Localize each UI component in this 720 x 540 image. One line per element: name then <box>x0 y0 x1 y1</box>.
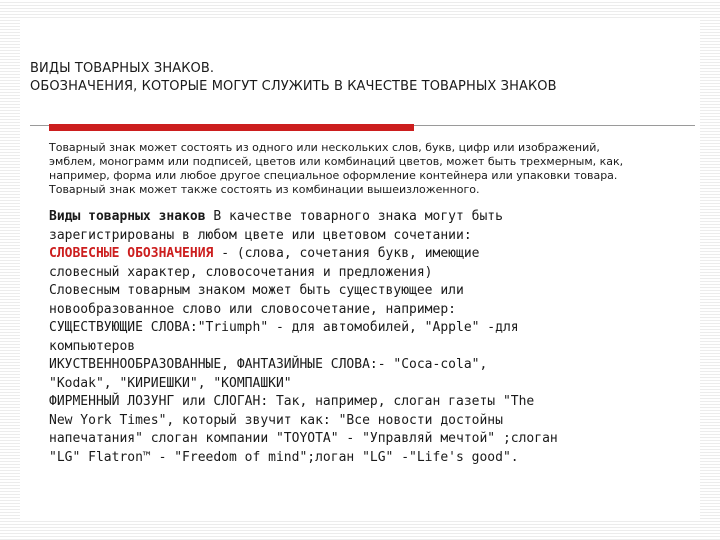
body-line: новообразованное слово или словосочетание, например: <box>49 301 456 317</box>
verbal-text: - (слова, сочетания букв, имеющие <box>213 246 480 261</box>
types-line-2: зарегистрированы в любом цвете или цветовом сочетании: <box>49 227 472 243</box>
body-line: Словесным товарным знаком может быть существующее или <box>49 283 464 298</box>
types-heading: Виды товарных знаков <box>49 209 206 224</box>
slide-title <box>30 60 690 96</box>
types-text: В качестве товарного знака могут быть <box>205 209 503 224</box>
intro-line: эмблем, монограмм или подписей, цветов или комбинаций цветов, может быть трехмерным, как, <box>49 155 624 168</box>
verbal-line <box>49 245 694 264</box>
intro-line: Товарный знак может также состоять из комбинации вышеизложенного. <box>49 183 480 196</box>
intro-line: Товарный знак может состоять из одного или нескольких слов, букв, цифр или изображений, <box>49 141 600 154</box>
intro-line: например, форма или любое другое специальное оформление контейнера или упаковки товара. <box>49 169 618 182</box>
body-line: СУЩЕСТВУЮЩИЕ СЛОВА:"Triumph" - для автомобилей, "Apple" -для <box>49 320 519 335</box>
body-line: компьютеров <box>49 338 136 354</box>
intro-paragraph <box>49 141 694 197</box>
body-line: ФИРМЕННЫЙ ЛОЗУНГ или СЛОГАН: Так, например, слоган газеты "The <box>49 394 535 409</box>
body-line: напечатания" слоган компании "TOYOTA" - "Управляй мечтой" ;слоган <box>49 431 558 446</box>
body-line: "LG" Flatron™ - "Freedom of mind";логан "LG" -"Life's good". <box>49 449 519 465</box>
title-line-1: ВИДЫ ТОВАРНЫХ ЗНАКОВ. <box>30 61 215 76</box>
title-accent-bar <box>49 124 414 131</box>
body-line: New York Times", который звучит как: "Все новости достойны <box>49 412 503 428</box>
title-line-2: ОБОЗНАЧЕНИЯ, КОТОРЫЕ МОГУТ СЛУЖИТЬ В КАЧЕСТВЕ ТОВАРНЫХ ЗНАКОВ <box>30 79 557 94</box>
body-line: словесный характер, словосочетания и предложения) <box>49 264 433 280</box>
body-line: ИКУСТВЕННООБРАЗОВАННЫЕ, ФАНТАЗИЙНЫЕ СЛОВА:- "Coca-cola", <box>49 357 488 372</box>
main-text <box>49 208 694 467</box>
body-line: "Kodak", "КИРИЕШКИ", "КОМПАШКИ" <box>49 375 292 391</box>
verbal-heading: СЛОВЕСНЫЕ ОБОЗНАЧЕНИЯ <box>49 246 214 261</box>
types-line <box>49 208 694 227</box>
